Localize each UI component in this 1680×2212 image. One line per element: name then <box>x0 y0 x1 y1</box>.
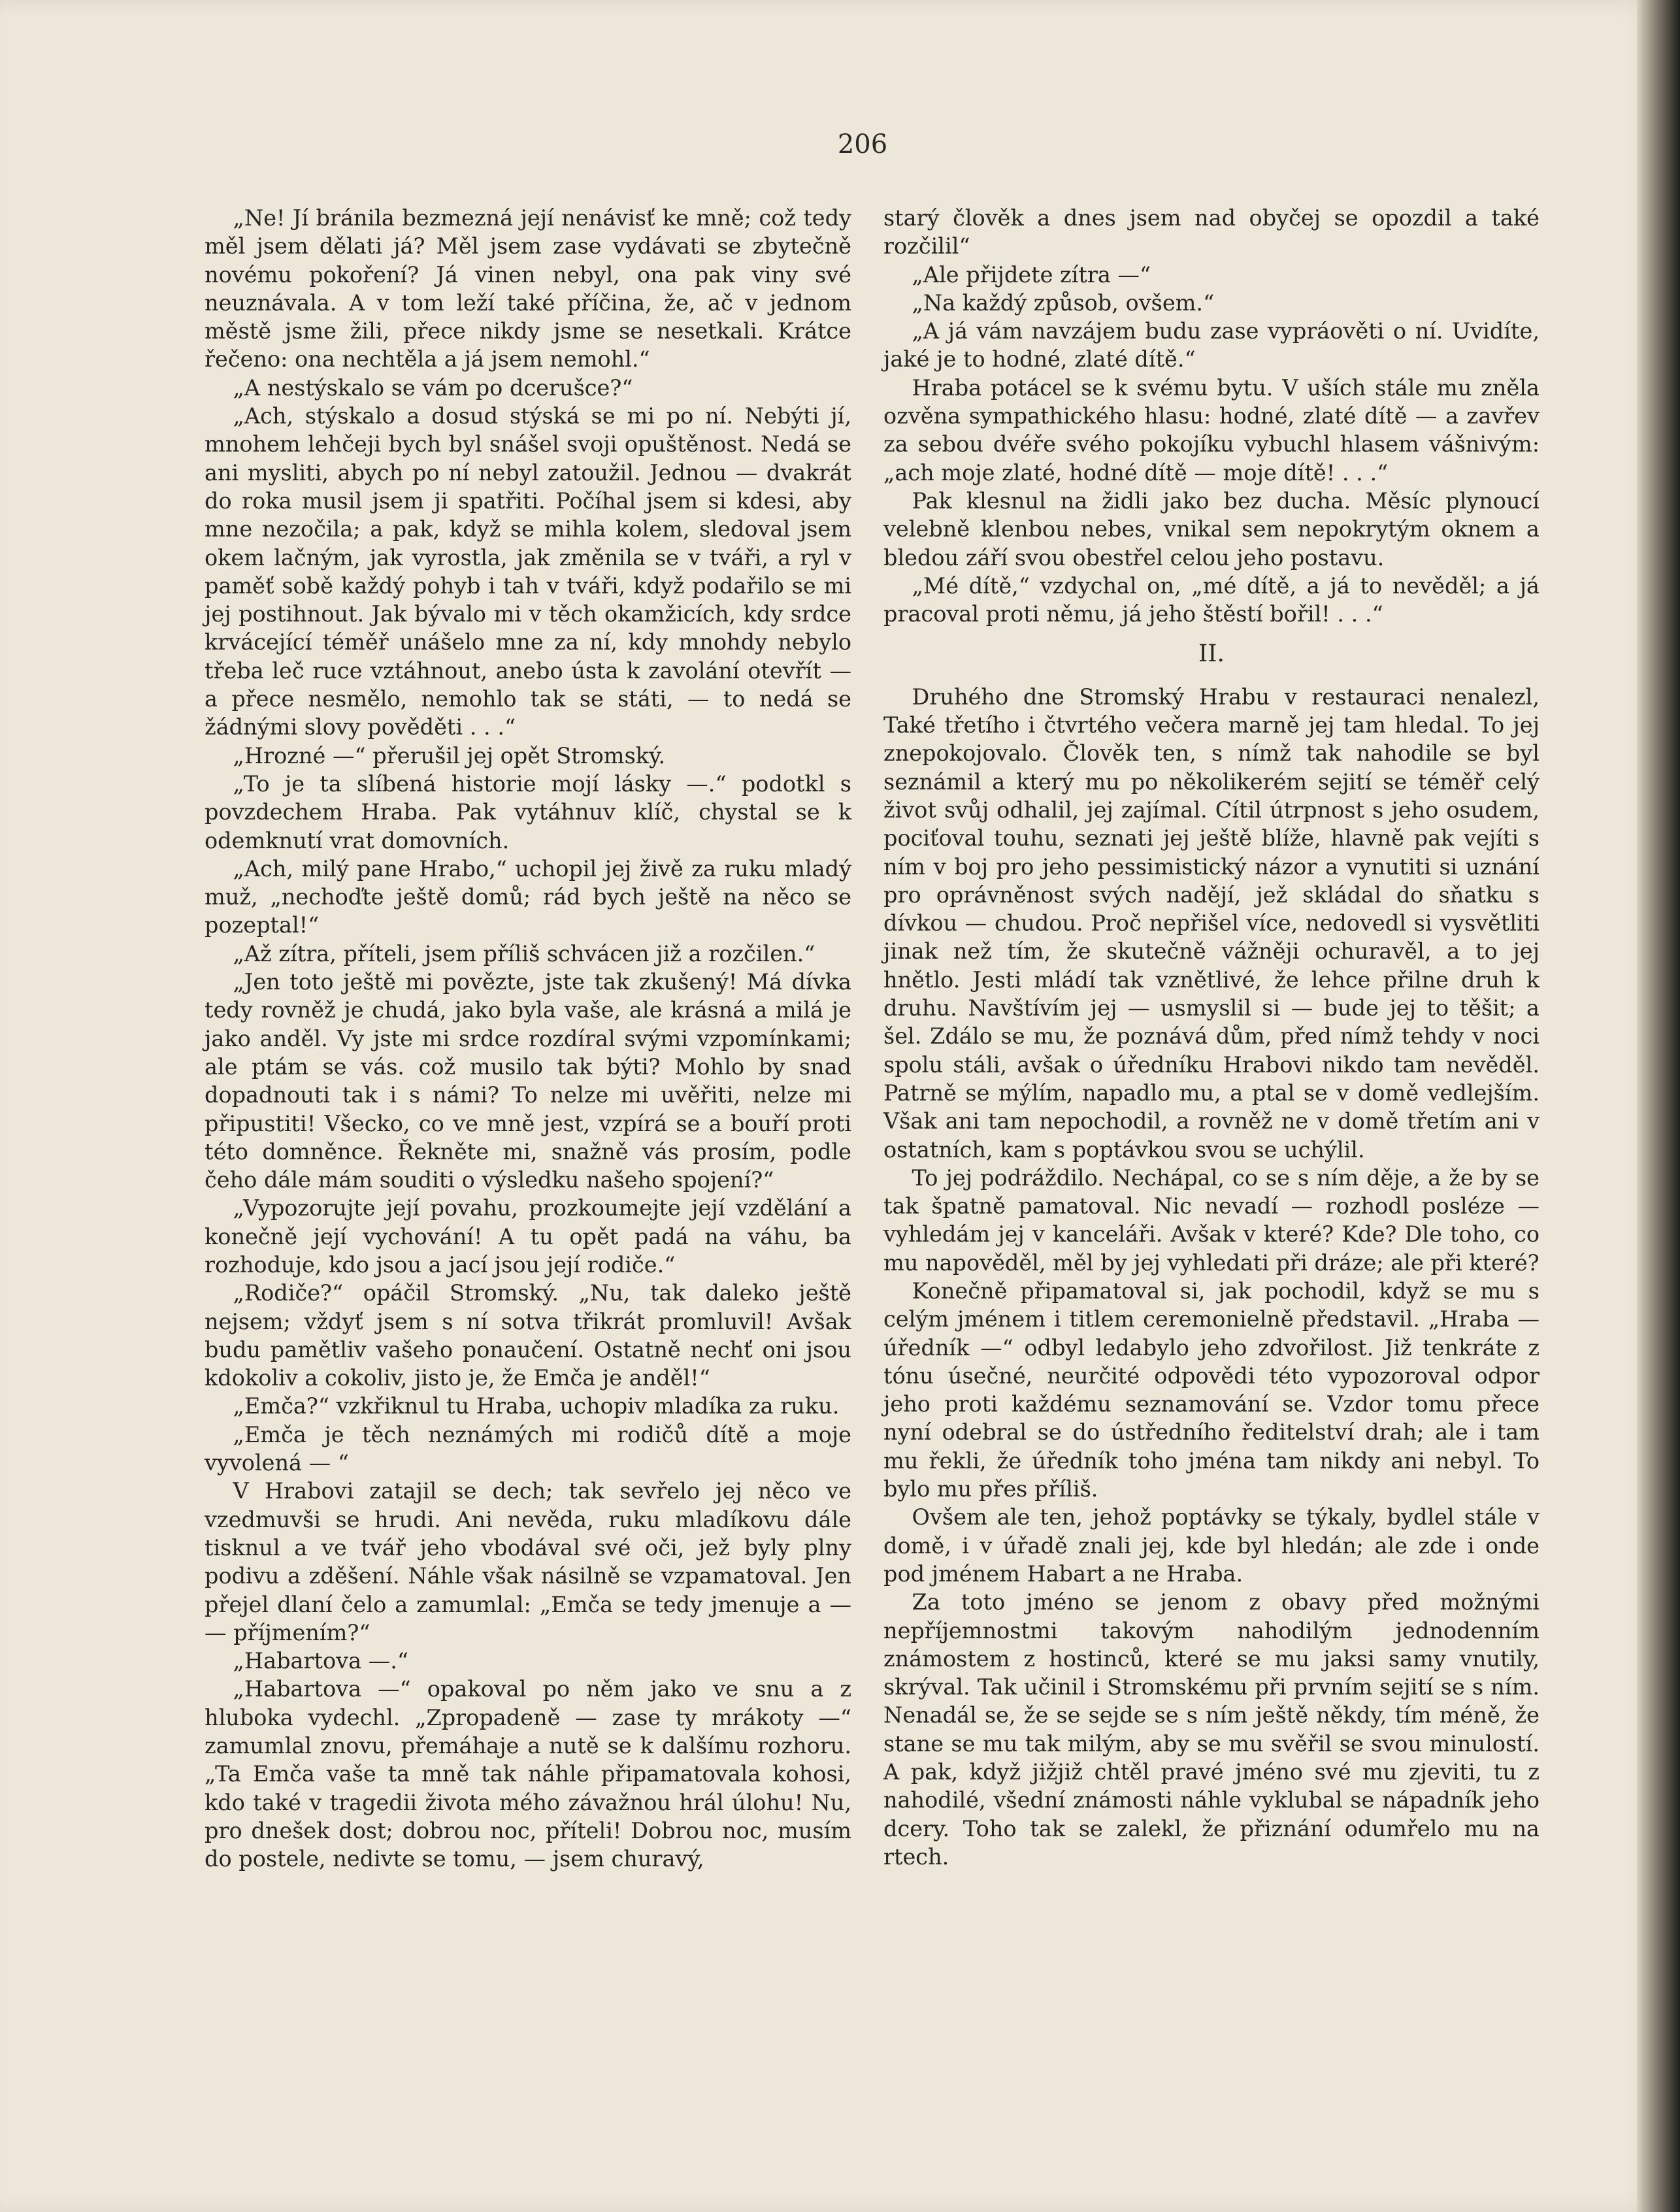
paragraph: „Emča je těch neznámých mi rodičů dítě a moje vyvolená — “ <box>205 1421 851 1476</box>
paragraph: „Ne! Jí bránila bezmezná její nenávisť ke mně; což tedy měl jsem dělati já? Měl jsem zase vydávati se zbytečně novému pokoření? Já vinen nebyl, ona pak viny své neuznávala. A v tom leží také příčina, že, ač v jednom městě jsme žili, přece nikdy jsme se nesetkali. Krátce řečeno: ona nechtěla a já jsem nemohl.“ <box>205 205 851 372</box>
paragraph: „Na každý způsob, ovšem.“ <box>912 289 1215 316</box>
paragraph: Pak klesnul na židli jako bez ducha. Měsíc plynoucí velebně klenbou nebes, vnikal sem nepokrytým oknem a bledou září svou obestřel celou jeho postavu. <box>883 487 1540 570</box>
page-number: 206 <box>837 129 888 159</box>
paragraph: V Hrabovi zatajil se dech; tak sevřelo jej něco ve vzedmuvši se hrudi. Ani nevěda, ruku mladíkovu dále tisknul a ve tvář jeho vbodával své oči, jež byly plny podivu a zděšení. Náhle však násilně se vzpamatoval. Jen přejel dlaní čelo a zamumlal: „Emča se tedy jmenuje a — — příjmením?“ <box>205 1478 851 1645</box>
left-column <box>205 204 851 1874</box>
paragraph: „Jen toto ještě mi povězte, jste tak zkušený! Má dívka tedy rovněž je chudá, jako byla vaše, ale krásná a milá je jako anděl. Vy jste mi srdce rozdíral svými vzpomínkami; ale ptám se vás. což musilo tak býti? Mohlo by snad dopadnouti tak i s námi? To nelze mi uvěřiti, nelze mi připustiti! Všecko, co ve mně jest, vzpírá se a bouří proti této domněnce. Řekněte mi, snažně vás prosím, podle čeho dále mám souditi o výsledku našeho spojení?“ <box>205 969 851 1193</box>
section-heading: II. <box>1198 640 1225 668</box>
paragraph: „Mé dítě,“ vzdychal on, „mé dítě, a já to nevěděl; a já pracoval proti němu, já jeho štěstí bořil! . . .“ <box>883 572 1540 627</box>
paragraph: „Vypozorujte její povahu, prozkoumejte její vzdělání a konečně její vychování! A tu opět padá na váhu, ba rozhoduje, kdo jsou a jací jsou její rodiče.“ <box>205 1195 851 1278</box>
paragraph: To jej podráždilo. Nechápal, co se s ním děje, a že by se tak špatně pamatoval. Nic nevadí — rozhodl posléze — vyhledám jej v kanceláři. Avšak v které? Kde? Dle toho, co mu napověděl, měl by jej vyhledati při dráze; ale při které? <box>883 1164 1540 1276</box>
paragraph: „Habartova —“ opakoval po něm jako ve snu a z hluboka vydechl. „Zpropadeně — zase ty mrákoty —“ zamumlal znovu, přemáhaje a nutě se k dalšímu rozhoru. „Ta Emča vaše ta mně tak náhle připamatovala kohosi, kdo také v tragedii života mého závažnou hrál úlohu! Nu, pro dnešek dost; dobrou noc, příteli! Dobrou noc, musím do postele, nedivte se tomu, — jsem churavý, <box>205 1676 851 1872</box>
paragraph: Konečně připamatoval si, jak pochodil, když se mu s celým jménem i titlem ceremonielně představil. „Hraba — úředník —“ odbyl ledabylo jeho zdvořilost. Již tenkráte z tónu úsečné, neurčité odpovědi této vypozoroval odpor jeho proti každému seznamování se. Vzdor tomu přece nyní odebral se do ústředního ředitelství drah; ale i tam mu řekli, že úředník toho jména tam nikdy ani nebyl. To bylo mu přes příliš. <box>883 1278 1540 1502</box>
paragraph: „To je ta slíbená historie mojí lásky —.“ podotkl s povzdechem Hraba. Pak vytáhnuv klíč, chystal se k odemknutí vrat domovních. <box>205 770 851 853</box>
paragraph: „Až zítra, příteli, jsem příliš schvácen již a rozčilen.“ <box>233 940 815 966</box>
paragraph: „A já vám navzájem budu zase vypráověti o ní. Uvidíte, jaké je to hodné, zlaté dítě.“ <box>883 318 1540 372</box>
paragraph: „Rodiče?“ opáčil Stromský. „Nu, tak daleko ještě nejsem; vždyť jsem s ní sotva třikrát promluvil! Avšak budu pamětliv vašeho ponaučení. Ostatně nechť oni jsou kdokoliv a cokoliv, jisto je, že Emča je anděl!“ <box>205 1280 851 1391</box>
paragraph: Hraba potácel se k svému bytu. V uších stále mu zněla ozvěna sympathického hlasu: hodné, zlaté dítě — a zavřev za sebou dvéře svého pokojíku vybuchl hlasem vášnivým: „ach moje zlaté, hodné dítě — moje dítě! . . .“ <box>883 374 1540 486</box>
paragraph: „Ach, milý pane Hrabo,“ uchopil jej živě za ruku mladý muž, „nechoďte ještě domů; rád bych ještě na něco se pozeptal!“ <box>205 855 851 938</box>
paragraph: Ovšem ale ten, jehož poptávky se týkaly, bydlel stále v domě, i v úřadě znali jej, kde byl hledán; ale zde i onde pod jménem Habart a ne Hraba. <box>883 1504 1540 1587</box>
paragraph: „Habartova —.“ <box>233 1648 408 1674</box>
book-gutter-edge <box>1637 0 1680 2212</box>
paragraph: „Emča?“ vzkřiknul tu Hraba, uchopiv mladíka za ruku. <box>233 1393 840 1419</box>
paragraph-continuation: starý člověk a dnes jsem nad obyčej se opozdil a také rozčilil“ <box>883 205 1540 259</box>
paragraph: „Ach, stýskalo a dosud stýská se mi po ní. Nebýti jí, mnohem lehčeji bych byl snášel svoji opuštěnost. Nedá se ani mysliti, abych po ní nebyl zatoužil. Jednou — dvakrát do roka musil jsem ji spatřiti. Počíhal jsem si kdesi, aby mne nezočila; a pak, když se mihla kolem, sledoval jsem okem lačným, jak vyrostla, jak změnila se v tváři, a ryl v paměť sobě každý pohyb i tah v tváři, když podařilo se mi jej postihnout. Jak bývalo mi v těch okamžicích, kdy srdce krvácející téměř unášelo mne za ní, kdy mnohdy nebylo třeba leč ruce vztáhnout, anebo ústa k zavolání otevřít — a přece nesmělo, nemohlo tak se státi, — to nedá se žádnými slovy pověděti . . .“ <box>205 403 851 740</box>
paragraph: „Hrozné —“ přerušil jej opět Stromský. <box>233 742 666 768</box>
paragraph: Druhého dne Stromský Hrabu v restauraci nenalezl, Také třetího i čtvrtého večera marně jej tam hledal. To jej znepokojovalo. Člověk ten, s nímž tak nahodile se byl seznámil a který mu po několikerém sejití se téměř celý život svůj odhalil, jej zajímal. Cítil útrpnost s jeho osudem, pociťoval touhu, seznati jej ještě blíže, hlavně pak vejíti s ním v boj pro jeho pessimistický názor a vynutiti si uznání pro oprávněnost svých nadějí, jež skládal do sňatku s dívkou — chudou. Proč nepřišel více, nedovedl si vysvětliti jinak než tím, že skutečně vážněji ochuravěl, a to jej hnětlo. Jesti mládí tak vznětlivé, že lehce přilne druh k druhu. Navštívím jej — usmyslil si — bude jej to těšit; a šel. Zdálo se mu, že poznává dům, před nímž tehdy v noci spolu stáli, avšak o úředníku Hrabovi nikdo tam nevěděl. Patrně se mýlím, napadlo mu, a ptal se v domě vedlejším. Však ani tam nepochodil, a rovněž ne v domě třetím ani v ostatních, kam s poptávkou svou se uchýlil. <box>883 684 1540 1163</box>
paragraph: „Ale přijdete zítra —“ <box>912 261 1151 288</box>
right-column <box>883 204 1540 1871</box>
paragraph: Za toto jméno se jenom z obavy před možnými nepříjemnostmi takovým nahodilým jednodenním známostem z hostinců, které se mu jaksi samy vnutily, skrýval. Tak učinil i Stromskému při prvním sejití se s ním. Nenadál se, že se sejde se s ním ještě někdy, tím méně, že stane se mu tak milým, aby se mu svěřil se svou minulostí. A pak, když jižjiž chtěl pravé jméno své mu zjeviti, tu z nahodilé, všední známosti náhle vyklubal se nápadník jeho dcery. Toho tak se zalekl, že přiznání odumřelo mu na rtech. <box>883 1589 1540 1870</box>
paragraph: „A nestýskalo se vám po dcerušce?“ <box>233 374 633 401</box>
